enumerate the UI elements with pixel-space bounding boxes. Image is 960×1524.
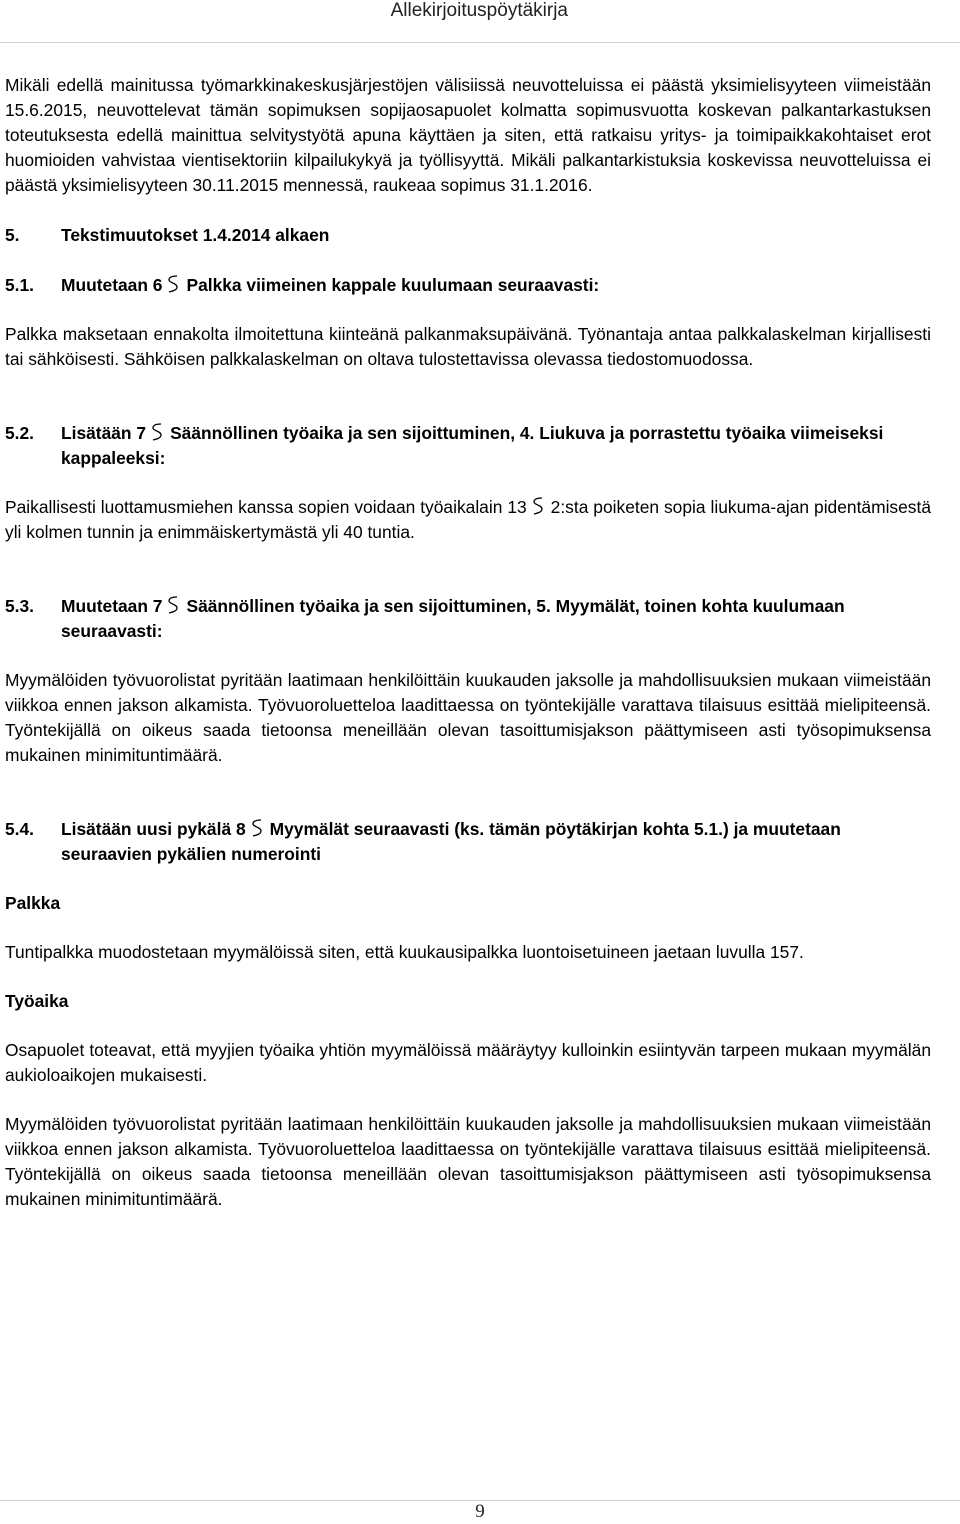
section-sign-icon bbox=[250, 818, 264, 838]
section-title-post: Palkka viimeinen kappale kuulumaan seuraavasti: bbox=[186, 275, 600, 295]
section-title bbox=[61, 817, 931, 867]
section-title-pre: Lisätään uusi pykälä 8 bbox=[61, 819, 246, 839]
body-pre: Paikallisesti luottamusmiehen kanssa sopien voidaan työaikalain 13 bbox=[5, 497, 527, 517]
section-number: 5.1. bbox=[5, 275, 35, 295]
page-header bbox=[0, 0, 960, 43]
section-title-pre: Muutetaan 6 bbox=[61, 275, 163, 295]
section-title-pre: Muutetaan 7 bbox=[61, 596, 163, 616]
section-title-post: Säännöllinen työaika ja sen sijoittuminen, 4. Liukuva ja porrastettu työaika viimeiseksi kappaleeksi: bbox=[61, 423, 884, 468]
section-number: 5.2. bbox=[5, 423, 35, 443]
document-body bbox=[5, 73, 931, 1212]
section-5-4-heading bbox=[5, 817, 931, 867]
intro-paragraph: Mikäli edellä mainitussa työmarkkinakeskusjärjestöjen välisiissä neuvotteluissa ei päästä yksimielisyyteen viimeistään 15.6.2015, neuvottelevat tämän sopimuksen sopijaosapuolet kolmatta sopimusvuotta koskevan palkantarkastuksen toteutuksesta edellä mainittua selvitystyötä apuna käyttäen ja siten, että ratkaisu yritys- ja toimipaikkakohtaiset erot huomioiden vahvistaa vientisektoriin kilpailukykyä ja työllisyyttä. Mikäli palkantarkistuksia koskevissa neuvotteluissa ei päästä yksimielisyyteen 30.11.2015 mennessä, raukeaa sopimus 31.1.2016. bbox=[5, 75, 931, 195]
section-title bbox=[61, 273, 931, 298]
section-number: 5. bbox=[5, 225, 20, 245]
page-number: 9 bbox=[475, 1501, 485, 1522]
section-sign-icon bbox=[166, 274, 180, 294]
section-5-2-heading bbox=[5, 421, 931, 471]
section-title-post: Säännöllinen työaika ja sen sijoittuminen, 5. Myymälät, toinen kohta kuulumaan seuraavasti: bbox=[61, 596, 845, 641]
section-number: 5.4. bbox=[5, 819, 35, 839]
section-title-post: Myymälät seuraavasti (ks. tämän pöytäkirjan kohta 5.1.) ja muutetaan seuraavien pykälien numerointi bbox=[61, 819, 841, 864]
section-title: Tekstimuutokset 1.4.2014 alkaen bbox=[61, 225, 330, 245]
document-title: Allekirjoituspöytäkirja bbox=[390, 0, 568, 21]
section-sign-icon bbox=[166, 595, 180, 615]
section-title-pre: Lisätään 7 bbox=[61, 423, 147, 443]
section-5-1-heading bbox=[5, 273, 931, 298]
body-post: 2:sta poiketen sopia liukuma-ajan pidentämisestä yli kolmen tunnin ja enimmäiskertymästä yli 40 tuntia. bbox=[5, 497, 931, 542]
section-5-3-body: Myymälöiden työvuorolistat pyritään laatimaan henkilöittäin kuukauden jaksolle ja mahdollisuuksien mukaan viimeistään viikkoa ennen jakson alkamista. Työvuoroluetteloa laadittaessa on työntekijälle varattava tilaisuus esittää mielipiteensä. Työntekijällä on oikeus saada tietoonsa meneillään olevan tasoittumisjakson päättymiseen asti työsopimuksensa mukainen minimituntimäärä. bbox=[5, 670, 931, 765]
section-5-3-heading bbox=[5, 594, 931, 644]
section-5-2-body bbox=[5, 495, 931, 545]
tyoaika-body-1: Osapuolet toteavat, että myyjien työaika yhtiön myymälöissä määräytyy kulloinkin esiintyvän tarpeen mukaan myymälän aukioloaikojen mukaisesti. bbox=[5, 1040, 931, 1085]
header-divider bbox=[0, 42, 960, 43]
tyoaika-body-2: Myymälöiden työvuorolistat pyritään laatimaan henkilöittäin kuukauden jaksolle ja mahdollisuuksien mukaan viimeistään viikkoa ennen jakson alkamista. Työvuoroluetteloa laadittaessa on työntekijälle varattava tilaisuus esittää mielipiteensä. Työntekijällä on oikeus saada tietoonsa meneillään olevan tasoittumisjakson päättymiseen asti työsopimuksensa mukainen minimituntimäärä. bbox=[5, 1114, 931, 1209]
palkka-heading: Palkka bbox=[5, 893, 61, 913]
section-number: 5.3. bbox=[5, 596, 35, 616]
section-5-1-body: Palkka maksetaan ennakolta ilmoitettuna kiinteänä palkanmaksupäivänä. Työnantaja antaa palkkalaskelman kirjallisesti tai sähköisesti. Sähköisen palkkalaskelman on oltava tulostettavissa olevassa tiedostomuodossa. bbox=[5, 324, 931, 369]
section-5-heading bbox=[5, 223, 931, 248]
palkka-body: Tuntipalkka muodostetaan myymälöissä siten, että kuukausipalkka luontoisetuineen jaetaan luvulla 157. bbox=[5, 942, 804, 962]
section-sign-icon bbox=[150, 422, 164, 442]
section-title bbox=[61, 421, 931, 471]
section-sign-icon bbox=[531, 496, 545, 516]
section-title bbox=[61, 594, 931, 644]
tyoaika-heading: Työaika bbox=[5, 991, 69, 1011]
